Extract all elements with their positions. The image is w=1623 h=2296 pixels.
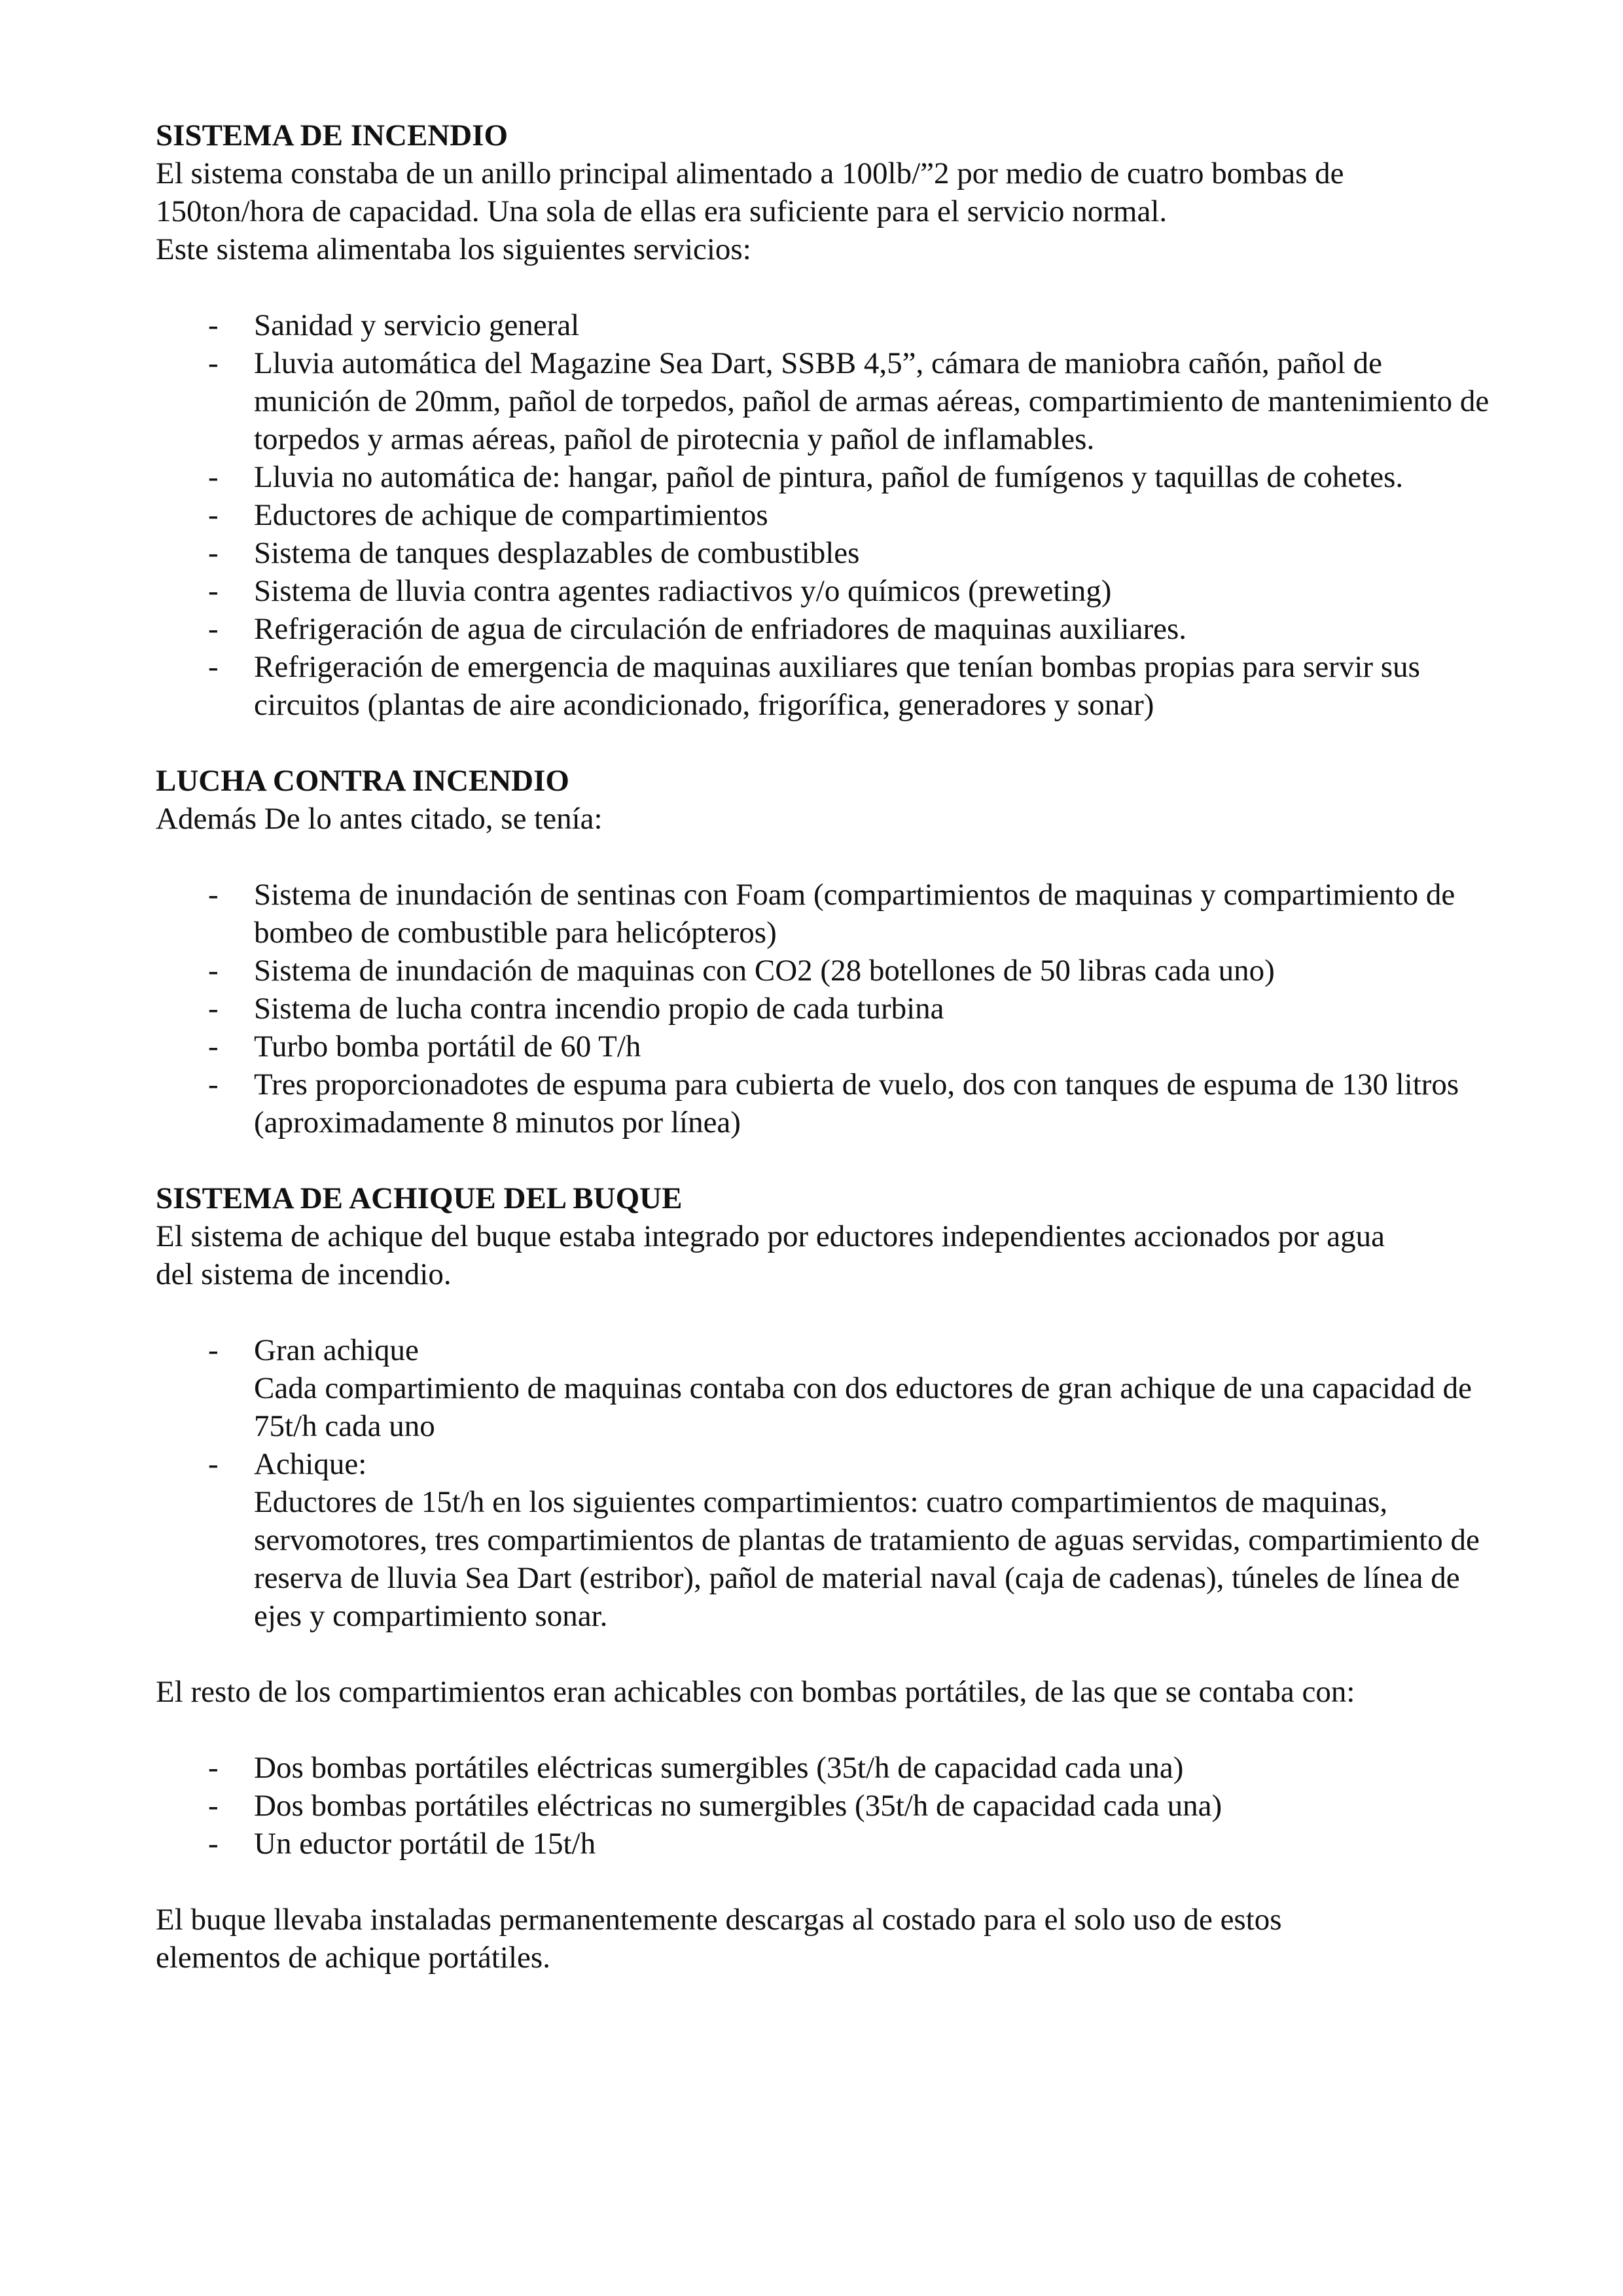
list-item: [156, 1787, 1491, 1825]
list-item: [156, 572, 1491, 610]
paragraph-line: El resto de los compartimientos eran achicables con bombas portátiles, de las que se contaba con:: [156, 1675, 1355, 1709]
paragraph-line: Además De lo antes citado, se tenía:: [156, 802, 603, 836]
dash-bullet: -: [208, 346, 219, 380]
dash-bullet: -: [208, 1333, 219, 1367]
paragraph-line: 150ton/hora de capacidad. Una sola de ellas era suficiente para el servicio normal.: [156, 194, 1168, 228]
dash-bullet: -: [208, 1067, 219, 1102]
list-item-text: Eductores de achique de compartimientos: [254, 498, 768, 532]
paragraph-line: Este sistema alimentaba los siguientes servicios:: [156, 232, 751, 266]
dash-bullet: -: [208, 1030, 219, 1064]
list-item: [156, 1066, 1491, 1141]
section-sistema-de-incendio: [156, 117, 1491, 724]
list-item: [156, 306, 1491, 344]
paragraph-line: del sistema de incendio.: [156, 1257, 452, 1291]
list-item-text: Turbo bomba portátil de 60 T/h: [254, 1030, 641, 1064]
pumping-list: [156, 1331, 1491, 1635]
dash-bullet: -: [208, 954, 219, 988]
list-item-text: Sistema de tanques desplazables de combustibles: [254, 536, 860, 570]
list-item: [156, 458, 1491, 496]
list-item: [156, 990, 1491, 1028]
list-item-text: Sistema de inundación de maquinas con CO2 (28 botellones de 50 libras cada uno): [254, 954, 1275, 988]
paragraph-line: elementos de achique portátiles.: [156, 1941, 550, 1975]
list-item-text: Tres proporcionadotes de espuma para cubierta de vuelo, dos con tanques de espuma de 130 litros (aproximadamente 8 minutos por línea): [254, 1067, 1459, 1139]
list-item-detail: Cada compartimiento de maquinas contaba con dos eductores de gran achique de una capacidad de 75t/h cada uno: [254, 1371, 1472, 1443]
dash-bullet: -: [208, 308, 219, 342]
paragraph-line: El buque llevaba instaladas permanentemente descargas al costado para el solo uso de estos: [156, 1903, 1282, 1937]
dash-bullet: -: [208, 536, 219, 570]
list-item: [156, 876, 1491, 952]
list-item: [156, 1331, 1491, 1445]
list-item-text: Un eductor portátil de 15t/h: [254, 1827, 596, 1861]
list-item: [156, 952, 1491, 990]
dash-bullet: -: [208, 1751, 219, 1785]
list-item-text: Sistema de lluvia contra agentes radiactivos y/o químicos (preweting): [254, 574, 1112, 608]
list-item-text: Sistema de lucha contra incendio propio de cada turbina: [254, 992, 944, 1026]
list-item-title: Achique:: [254, 1447, 367, 1481]
dash-bullet: -: [208, 1827, 219, 1861]
list-item: [156, 344, 1491, 458]
section-heading: SISTEMA DE ACHIQUE DEL BUQUE: [156, 1181, 683, 1215]
section-heading: LUCHA CONTRA INCENDIO: [156, 764, 569, 798]
section-lucha-contra-incendio: [156, 762, 1491, 1141]
list-item-text: Sanidad y servicio general: [254, 308, 580, 342]
spacer: [156, 1863, 1491, 1901]
spacer: [156, 1635, 1491, 1673]
list-item: [156, 610, 1491, 648]
dash-bullet: -: [208, 574, 219, 608]
dash-bullet: -: [208, 878, 219, 912]
list-item-title: Gran achique: [254, 1333, 419, 1367]
dash-bullet: -: [208, 460, 219, 494]
document-page: [156, 117, 1491, 1977]
dash-bullet: -: [208, 498, 219, 532]
dash-bullet: -: [208, 1447, 219, 1481]
list-item: [156, 1445, 1491, 1635]
list-item: [156, 1028, 1491, 1066]
paragraph-line: El sistema constaba de un anillo principal alimentado a 100lb/”2 por medio de cuatro bombas de: [156, 156, 1344, 190]
firefighting-list: [156, 876, 1491, 1141]
list-item: [156, 648, 1491, 724]
dash-bullet: -: [208, 992, 219, 1026]
services-list: [156, 306, 1491, 724]
list-item: [156, 1825, 1491, 1863]
dash-bullet: -: [208, 612, 219, 646]
list-item-text: Dos bombas portátiles eléctricas no sumergibles (35t/h de capacidad cada una): [254, 1789, 1222, 1823]
list-item: [156, 496, 1491, 534]
section-sistema-de-achique: [156, 1179, 1491, 1977]
list-item-text: Lluvia automática del Magazine Sea Dart, SSBB 4,5”, cámara de maniobra cañón, pañol de munición de 20mm, pañol de torpedos, pañol de armas aéreas, compartimiento de mantenimiento de torpedos y armas aéreas, pañol de pirotecnia y pañol de inflamables.: [254, 346, 1489, 456]
list-item-text: Lluvia no automática de: hangar, pañol de pintura, pañol de fumígenos y taquillas de cohetes.: [254, 460, 1404, 494]
dash-bullet: -: [208, 650, 219, 684]
list-item-text: Refrigeración de emergencia de maquinas auxiliares que tenían bombas propias para servir sus circuitos (plantas de aire acondicionado, frigorífica, generadores y sonar): [254, 650, 1420, 722]
paragraph-line: El sistema de achique del buque estaba integrado por eductores independientes accionados por agua: [156, 1219, 1385, 1253]
list-item-text: Sistema de inundación de sentinas con Foam (compartimientos de maquinas y compartimiento de bombeo de combustible para helicópteros): [254, 878, 1455, 950]
list-item: [156, 534, 1491, 572]
spacer: [156, 1141, 1491, 1179]
list-item-detail: Eductores de 15t/h en los siguientes compartimientos: cuatro compartimientos de maquinas, servomotores, tres compartimientos de plantas de tratamiento de aguas servidas, compartimiento de reserva de lluvia Sea Dart (estribor), pañol de material naval (caja de cadenas), túneles de línea de ejes y compartimiento sonar.: [254, 1485, 1480, 1633]
dash-bullet: -: [208, 1789, 219, 1823]
list-item-text: Dos bombas portátiles eléctricas sumergibles (35t/h de capacidad cada una): [254, 1751, 1184, 1785]
section-heading: SISTEMA DE INCENDIO: [156, 118, 508, 152]
list-item-text: Refrigeración de agua de circulación de enfriadores de maquinas auxiliares.: [254, 612, 1187, 646]
list-item: [156, 1749, 1491, 1787]
portable-pumps-list: [156, 1749, 1491, 1863]
spacer: [156, 724, 1491, 762]
